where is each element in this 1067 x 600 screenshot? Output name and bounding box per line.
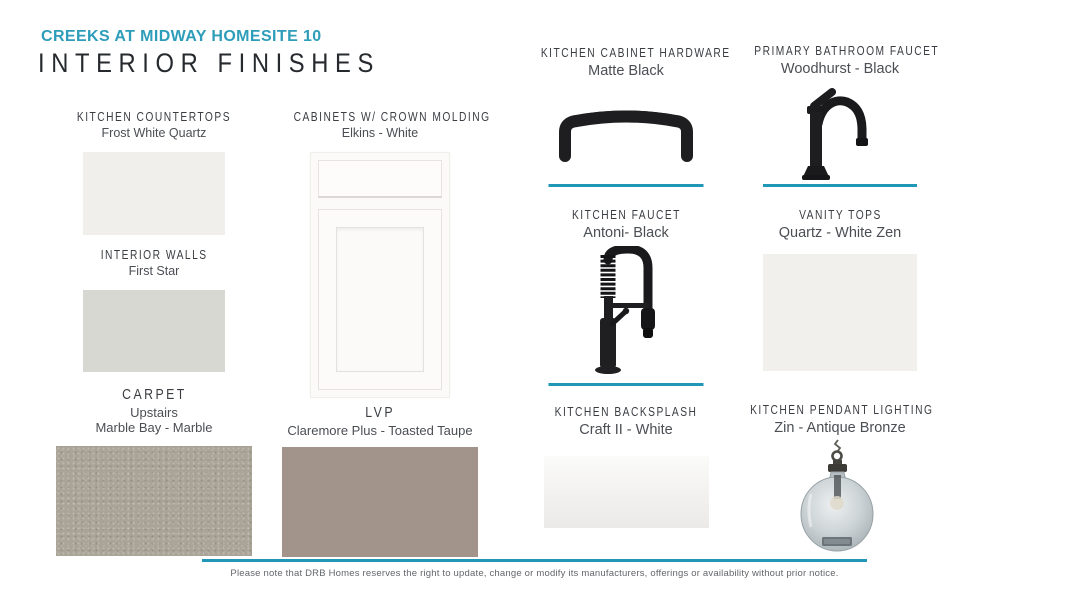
pendant-lighting-heading: KITCHEN PENDANT LIGHTING: [750, 403, 934, 417]
kitchen-countertops-heading: KITCHEN COUNTERTOPS: [76, 110, 232, 124]
kitchen-faucet-accent-divider: [549, 383, 704, 386]
page-title: [38, 48, 427, 79]
kitchen-countertops-selection: Frost White Quartz: [101, 126, 207, 140]
lvp-flooring-swatch: [282, 447, 478, 557]
page-title-text: INTERIOR FINISHES: [38, 48, 380, 78]
bathroom-faucet-heading: PRIMARY BATHROOM FAUCET: [754, 44, 940, 58]
section-interior-walls: [48, 248, 260, 372]
cabinets-heading: CABINETS W/ CROWN MOLDING: [293, 110, 491, 124]
backsplash-selection: Craft II - White: [579, 422, 673, 438]
kitchen-faucet-selection: Antoni- Black: [583, 225, 669, 241]
vanity-top-swatch: [763, 254, 917, 371]
bathroom-faucet-accent-divider: [763, 184, 917, 187]
section-cabinets: [272, 110, 491, 403]
cabinets-selection: Elkins - White: [341, 126, 419, 140]
community-name: CREEKS AT MIDWAY HOMESITE 10: [41, 28, 322, 45]
section-lvp: [272, 404, 488, 557]
footer-accent-divider: [202, 559, 867, 562]
carpet-heading: CARPET: [121, 386, 187, 403]
section-vanity-tops: [734, 208, 946, 371]
vanity-tops-heading: VANITY TOPS: [798, 208, 882, 222]
backsplash-heading: KITCHEN BACKSPLASH: [554, 405, 698, 419]
carpet-location: Upstairs: [130, 405, 178, 420]
hardware-accent-divider: [549, 184, 704, 187]
bathroom-faucet-image: [790, 86, 890, 181]
kitchen-faucet-image: [571, 246, 681, 378]
section-carpet: [40, 386, 268, 556]
pendant-lighting-selection: Zin - Antique Bronze: [774, 420, 906, 436]
cabinet-door-panel: [336, 227, 424, 372]
section-kitchen-cabinet-hardware: [520, 46, 732, 187]
interior-walls-heading: INTERIOR WALLS: [100, 248, 208, 262]
lvp-selection: Claremore Plus - Toasted Taupe: [287, 423, 473, 438]
countertop-swatch: [83, 152, 225, 235]
section-kitchen-pendant-lighting: [730, 403, 950, 559]
cabinet-pull-handle-image: [551, 106, 701, 168]
bathroom-faucet-selection: Woodhurst - Black: [780, 61, 900, 77]
hardware-selection: Matte Black: [588, 63, 664, 79]
vanity-tops-selection: Quartz - White Zen: [778, 225, 902, 241]
cabinet-door-front: [318, 209, 442, 390]
kitchen-faucet-heading: KITCHEN FAUCET: [571, 208, 681, 222]
section-primary-bathroom-faucet: [734, 44, 946, 187]
section-kitchen-countertops: [48, 110, 260, 235]
hardware-heading: KITCHEN CABINET HARDWARE: [540, 46, 731, 60]
lvp-heading: LVP: [365, 404, 395, 421]
disclaimer-text: Please note that DRB Homes reserves the right to update, change or modify its manufacturers, offerings or availability without prior notice.: [230, 568, 839, 579]
wall-paint-swatch: [83, 290, 225, 372]
section-kitchen-backsplash: [520, 405, 732, 528]
carpet-swatch: [56, 446, 252, 556]
cabinet-door-sample-image: [310, 152, 450, 398]
carpet-selection: Marble Bay - Marble: [95, 420, 213, 435]
interior-walls-selection: First Star: [128, 264, 180, 278]
cabinet-drawer-front: [318, 160, 442, 198]
pendant-light-image: [793, 439, 888, 554]
section-kitchen-faucet: [520, 208, 732, 386]
backsplash-tile-swatch: [544, 456, 709, 528]
